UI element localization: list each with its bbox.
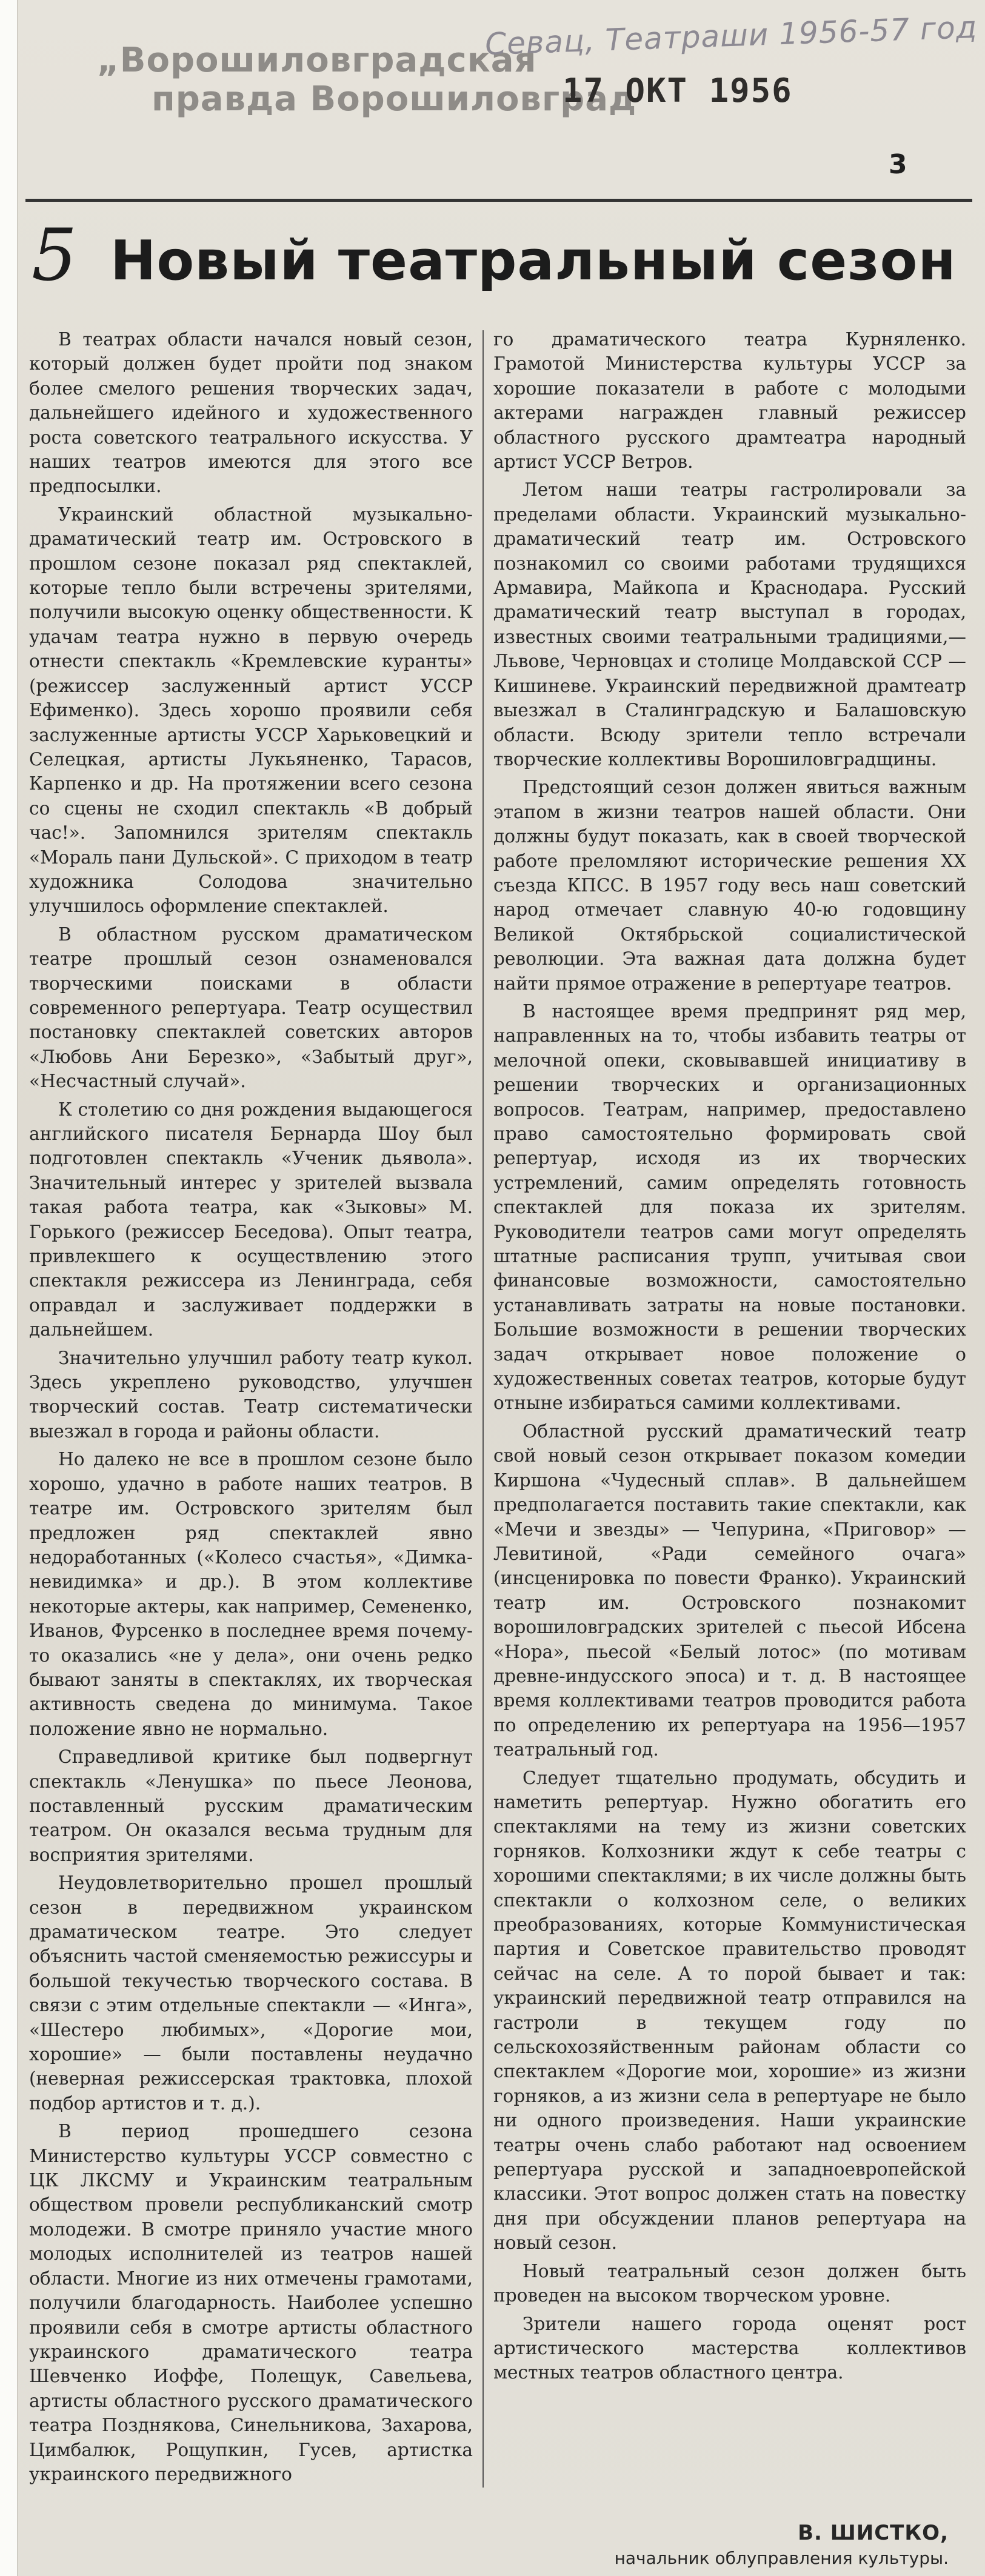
- paragraph: Неудовлетворительно прошел прошлый сезон в передвижном украинском драматическом театре. Это следует объяснить частой сменяемостью режиссуры и большой текучестью творческого состава. В связи с этим отдельные спектакли — «Инга», «Шестеро любимых», «Дорогие мои, хорошие» — были поставлены неудачно (неверная режиссерская трактовка, плохой подбор артистов и т. д.).: [29, 1872, 473, 2114]
- paragraph: Летом наши театры гастролировали за пределами области. Украинский музыкально-драматический театр им. Островского познакомил со своими работами трудящихся Армавира, Майкопа и Краснодара. Русский драматический театр выступал в городах, известных своими театральными традициями,— Львове, Черновцах и столице Молдавской ССР — Кишиневе. Украинский передвижной драмтеатр выезжал в Сталинградскую и Балашовскую области. Всюду зрители тепло встречали творческие коллективы Ворошиловградщины.: [493, 479, 966, 770]
- handwritten-note: Севац, Театраши 1956-57 год: [484, 9, 978, 62]
- paragraph: Но далеко не все в прошлом сезоне было хорошо, удачно в работе наших театров. В театре им. Островского зрителям был предложен ряд спектаклей явно недоработанных («Колесо счастья», «Димка-невидимка» и др.). В этом коллективе некоторые актеры, как например, Семененко, Иванов, Фурсенко в последнее время почему-то оказались «не у дела», они очень редко бывают заняты в спектаклях, их творческая активность сведена до минимума. Такое положение явно не нормально.: [29, 1449, 473, 1739]
- paragraph: В театрах области начался новый сезон, который должен будет пройти под знаком более смелого решения творческих задач, дальнейшего идейного и художественного роста советского театрального искусства. У наших театров имеются для этого все предпосылки.: [29, 329, 473, 497]
- paragraph: Украинский областной музыкально-драматический театр им. Островского в прошлом сезоне показал ряд спектаклей, которые тепло были встречены зрителями, получили высокую оценку общественности. К удачам театра нужно в первую очередь отнести спектакль «Кремлевские куранты» (режиссер заслуженный артист УССР Ефименко). Здесь хорошо проявили себя заслуженные артисты УССР Харьковецкий и Селецкая, артисты Лукьяненко, Тарасов, Карпенко и др. На протяжении всего сезона со сцены не сходил спектакль «В добрый час!». Запомнился зрителям спектакль «Мораль пани Дульской». С приходом в театр художника Солодова значительно улучшилось оформление спектаклей.: [29, 504, 473, 917]
- article-title: Новый театральный сезон: [110, 229, 957, 293]
- masthead-line-1: „Ворошиловградская: [97, 41, 537, 80]
- paragraph: Справедливой критике был подвергнут спектакль «Ленушка» по пьесе Леонова, поставленный русским драматическим театром. Он оказался весьма трудным для восприятия зрителями.: [29, 1746, 473, 1865]
- paragraph: Предстоящий сезон должен явиться важным этапом в жизни театров нашей области. Они должны будут показать, как в своей творческой работе преломляют исторические решения XX съезда КПСС. В 1957 году весь наш советский народ отмечает славную 40-ю годовщину Великой Октябрьской социалистической революции. Эта важная дата должна будет найти прямое отражение в репертуаре театров.: [493, 777, 966, 994]
- paragraph: Следует тщательно продумать, обсудить и наметить репертуар. Нужно обогатить его спектаклями на тему из жизни советских горняков. Колхозники ждут к себе театры с хорошими спектаклями; в их числе должны быть спектакли о колхозном селе, о великих преобразованиях, которые Коммунистическая партия и Советское правительство проводят сейчас на селе. А то порой бывает и так: украинский передвижной театр отправился на гастроли в текущем году по сельскохозяйственным районам области со спектаклем «Дорогие мои, хорошие» из жизни горняков, а из жизни села в репертуаре не было ни одного произведения. Наши украинские театры очень слабо работают над освоением репертуара русской и западноевропейской классики. Этот вопрос должен стать на повестку дня при обсуждении планов репертуара на новый сезон.: [493, 1767, 966, 2254]
- article-column-right: [493, 327, 966, 2515]
- article-column-left: [29, 327, 473, 2515]
- paragraph: К столетию со дня рождения выдающегося английского писателя Бернарда Шоу был подготовлен спектакль «Ученик дьявола». Значительный интерес у зрителей вызвала такая работа театра, как «Зыковы» М. Горького (режиссер Беседова). Опыт театра, привлекшего к осуществлению этого спектакля режиссера из Ленинграда, себя оправдал и заслуживает поддержки в дальнейшем.: [29, 1099, 473, 1340]
- paragraph: В период прошедшего сезона Министерство культуры УССР совместно с ЦК ЛКСМУ и Украинским театральным обществом провели республиканский смотр молодежи. В смотре приняло участие много молодых исполнителей из театров нашей области. Многие из них отмечены грамотами, получили благодарность. Наиболее успешно проявили себя в смотре артисты областного украинского драматического театра Шевченко Иоффе, Полещук, Савельева, артисты областного русского драматического театра Позднякова, Синельникова, Захарова, Цимбалюк, Рощупкин, Гусев, артистка украинского передвижного: [29, 2121, 473, 2484]
- header-rule: [25, 199, 972, 202]
- paragraph: Новый театральный сезон должен быть проведен на высоком творческом уровне.: [493, 2260, 966, 2306]
- masthead-line-2: правда Ворошиловград: [152, 79, 637, 119]
- author-signature: В. ШИСТКО,: [798, 2521, 949, 2545]
- date-stamp: 17 ОКТ 1956: [563, 72, 793, 110]
- column-divider: [482, 330, 484, 2488]
- page-number: 3: [889, 149, 907, 180]
- author-position: начальник облуправления культуры.: [614, 2548, 949, 2568]
- paragraph: Областной русский драматический театр свой новый сезон открывает показом комедии Киршона «Чудесный сплав». В дальнейшем предполагается поставить такие спектакли, как «Мечи и звезды» — Чепурина, «Приговор» — Левитиной, «Ради семейного очага» (инсценировка по повести Франко). Украинский театр им. Островского познакомит ворошиловградских зрителей с пьесой Ибсена «Нора», пьесой «Белый лотос» (по мотивам древне-индусского эпоса) и т. д. В настоящее время коллективами театров проводится работа по определению их репертуара на 1956—1957 театральный год.: [493, 1420, 966, 1760]
- paragraph: В областном русском драматическом театре прошлый сезон ознаменовался творческими поисками в области современного репертуара. Театр осуществил постановку спектаклей советских авторов «Любовь Ани Березко», «Забытый друг», «Несчастный случай».: [29, 924, 473, 1092]
- paragraph: го драматического театра Курняленко. Грамотой Министерства культуры УССР за хорошие показатели в работе с молодыми актерами награжден главный режиссер областного русского драмтеатра народный артист УССР Ветров.: [493, 329, 966, 473]
- paragraph: Зрители нашего города оценят рост артистического мастерства коллективов местных театров областного центра.: [493, 2313, 966, 2383]
- paragraph: Значительно улучшил работу театр кукол. Здесь укреплено руководство, улучшен творческий состав. Театр систематически выезжал в города и районы области.: [29, 1347, 473, 1442]
- paragraph: В настоящее время предпринят ряд мер, направленных на то, чтобы избавить театры от мелочной опеки, сковывавшей инициативу в решении творческих и организационных вопросов. Театрам, например, предоставлено право самостоятельно формировать свой репертуар, исходя из их творческих устремлений, самим определять готовность спектаклей для показа их зрителям. Руководители театров сами могут определять штатные расписания трупп, учитывая свои финансовые возможности, самостоятельно устанавливать затраты на новые постановки. Большие возможности в решении творческих задач открывает новое положение о художественных советах театров, которые будут отныне избираться самими коллективами.: [493, 1000, 966, 1414]
- section-mark: 5: [32, 213, 78, 297]
